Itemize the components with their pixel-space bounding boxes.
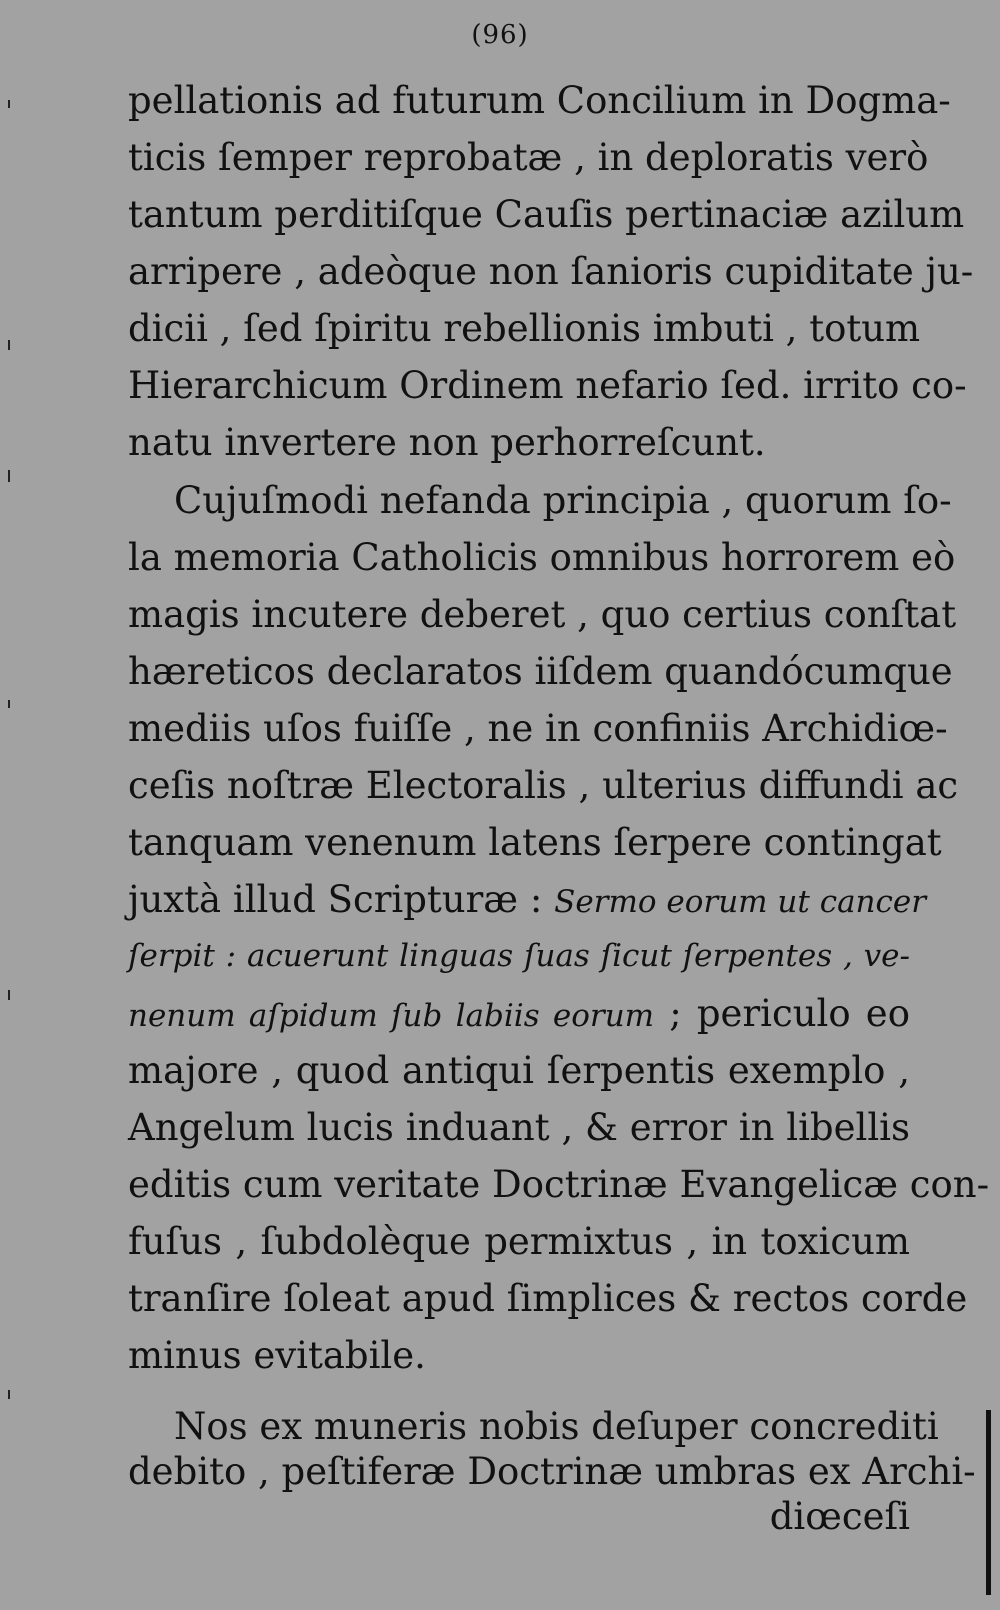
text-line: arripere , adeòque non ſanioris cupiditate ju- xyxy=(128,250,974,293)
text-line: ticis ſemper reprobatæ , in deploratis verò xyxy=(128,136,929,179)
paragraph-3 xyxy=(128,1404,976,1539)
paragraph-1 xyxy=(128,72,974,471)
scripture-quote-line: ſerpit : acuerunt linguas ſuas ſicut ſerpentes , ve- xyxy=(128,938,910,974)
scripture-quote: nenum aſpidum ſub labiis eorum xyxy=(128,998,655,1034)
text-line: ceſis noſtræ Electoralis , ulterius diffundi ac xyxy=(128,764,959,807)
scan-speck xyxy=(8,340,10,350)
scripture-quote: Sermo eorum ut cancer xyxy=(554,884,927,920)
text-line-with-quote xyxy=(128,871,927,928)
scan-speck xyxy=(8,700,10,708)
text-line: Hierarchicum Ordinem nefario ſed. irrito co- xyxy=(128,364,967,407)
text-line: Nos ex muneris nobis deſuper concrediti xyxy=(174,1405,939,1448)
text-line: editis cum veritate Doctrinæ Evangelicæ con- xyxy=(128,1163,990,1206)
text-segment: juxtà illud Scripturæ : xyxy=(128,878,543,921)
text-line: la memoria Catholicis omnibus horrorem eò xyxy=(128,536,956,579)
text-line: debito , peſtiferæ Doctrinæ umbras ex Archi- xyxy=(128,1450,976,1493)
text-line: mediis uſos fuiſſe , ne in confiniis Archidiœ- xyxy=(128,707,948,750)
page-number: (96) xyxy=(471,20,529,50)
text-line: natu invertere non perhorreſcunt. xyxy=(128,421,766,464)
scan-speck xyxy=(8,100,10,108)
text-line: minus evitabile. xyxy=(128,1334,426,1377)
scan-edge-rule xyxy=(986,1410,991,1595)
scan-speck xyxy=(8,1390,10,1399)
scan-speck xyxy=(8,470,10,482)
text-line: tantum perditiſque Cauſis pertinaciæ azilum xyxy=(128,193,965,236)
scan-speck xyxy=(8,990,10,1000)
text-line: majore , quod antiqui ſerpentis exemplo , xyxy=(128,1049,910,1092)
text-segment: ; periculo eo xyxy=(669,992,910,1035)
paragraph-2 xyxy=(128,472,990,1384)
text-line-with-quote xyxy=(128,985,910,1042)
text-line: Angelum lucis induant , & error in libellis xyxy=(128,1106,910,1149)
catchword: diœceſi xyxy=(769,1495,910,1538)
text-line: hæreticos declaratos iiſdem quandócumque xyxy=(128,650,953,693)
text-line: tanquam venenum latens ſerpere contingat xyxy=(128,821,942,864)
text-line: magis incutere deberet , quo certius conſtat xyxy=(128,593,957,636)
text-line: dicii , ſed ſpiritu rebellionis imbuti , totum xyxy=(128,307,921,350)
text-line: tranſire ſoleat apud ſimplices & rectos corde xyxy=(128,1277,968,1320)
text-line: pellationis ad futurum Concilium in Dogma- xyxy=(128,79,951,122)
text-line: fuſus , ſubdolèque permixtus , in toxicum xyxy=(128,1220,910,1263)
text-line: Cujuſmodi nefanda principia , quorum ſo- xyxy=(174,479,952,522)
